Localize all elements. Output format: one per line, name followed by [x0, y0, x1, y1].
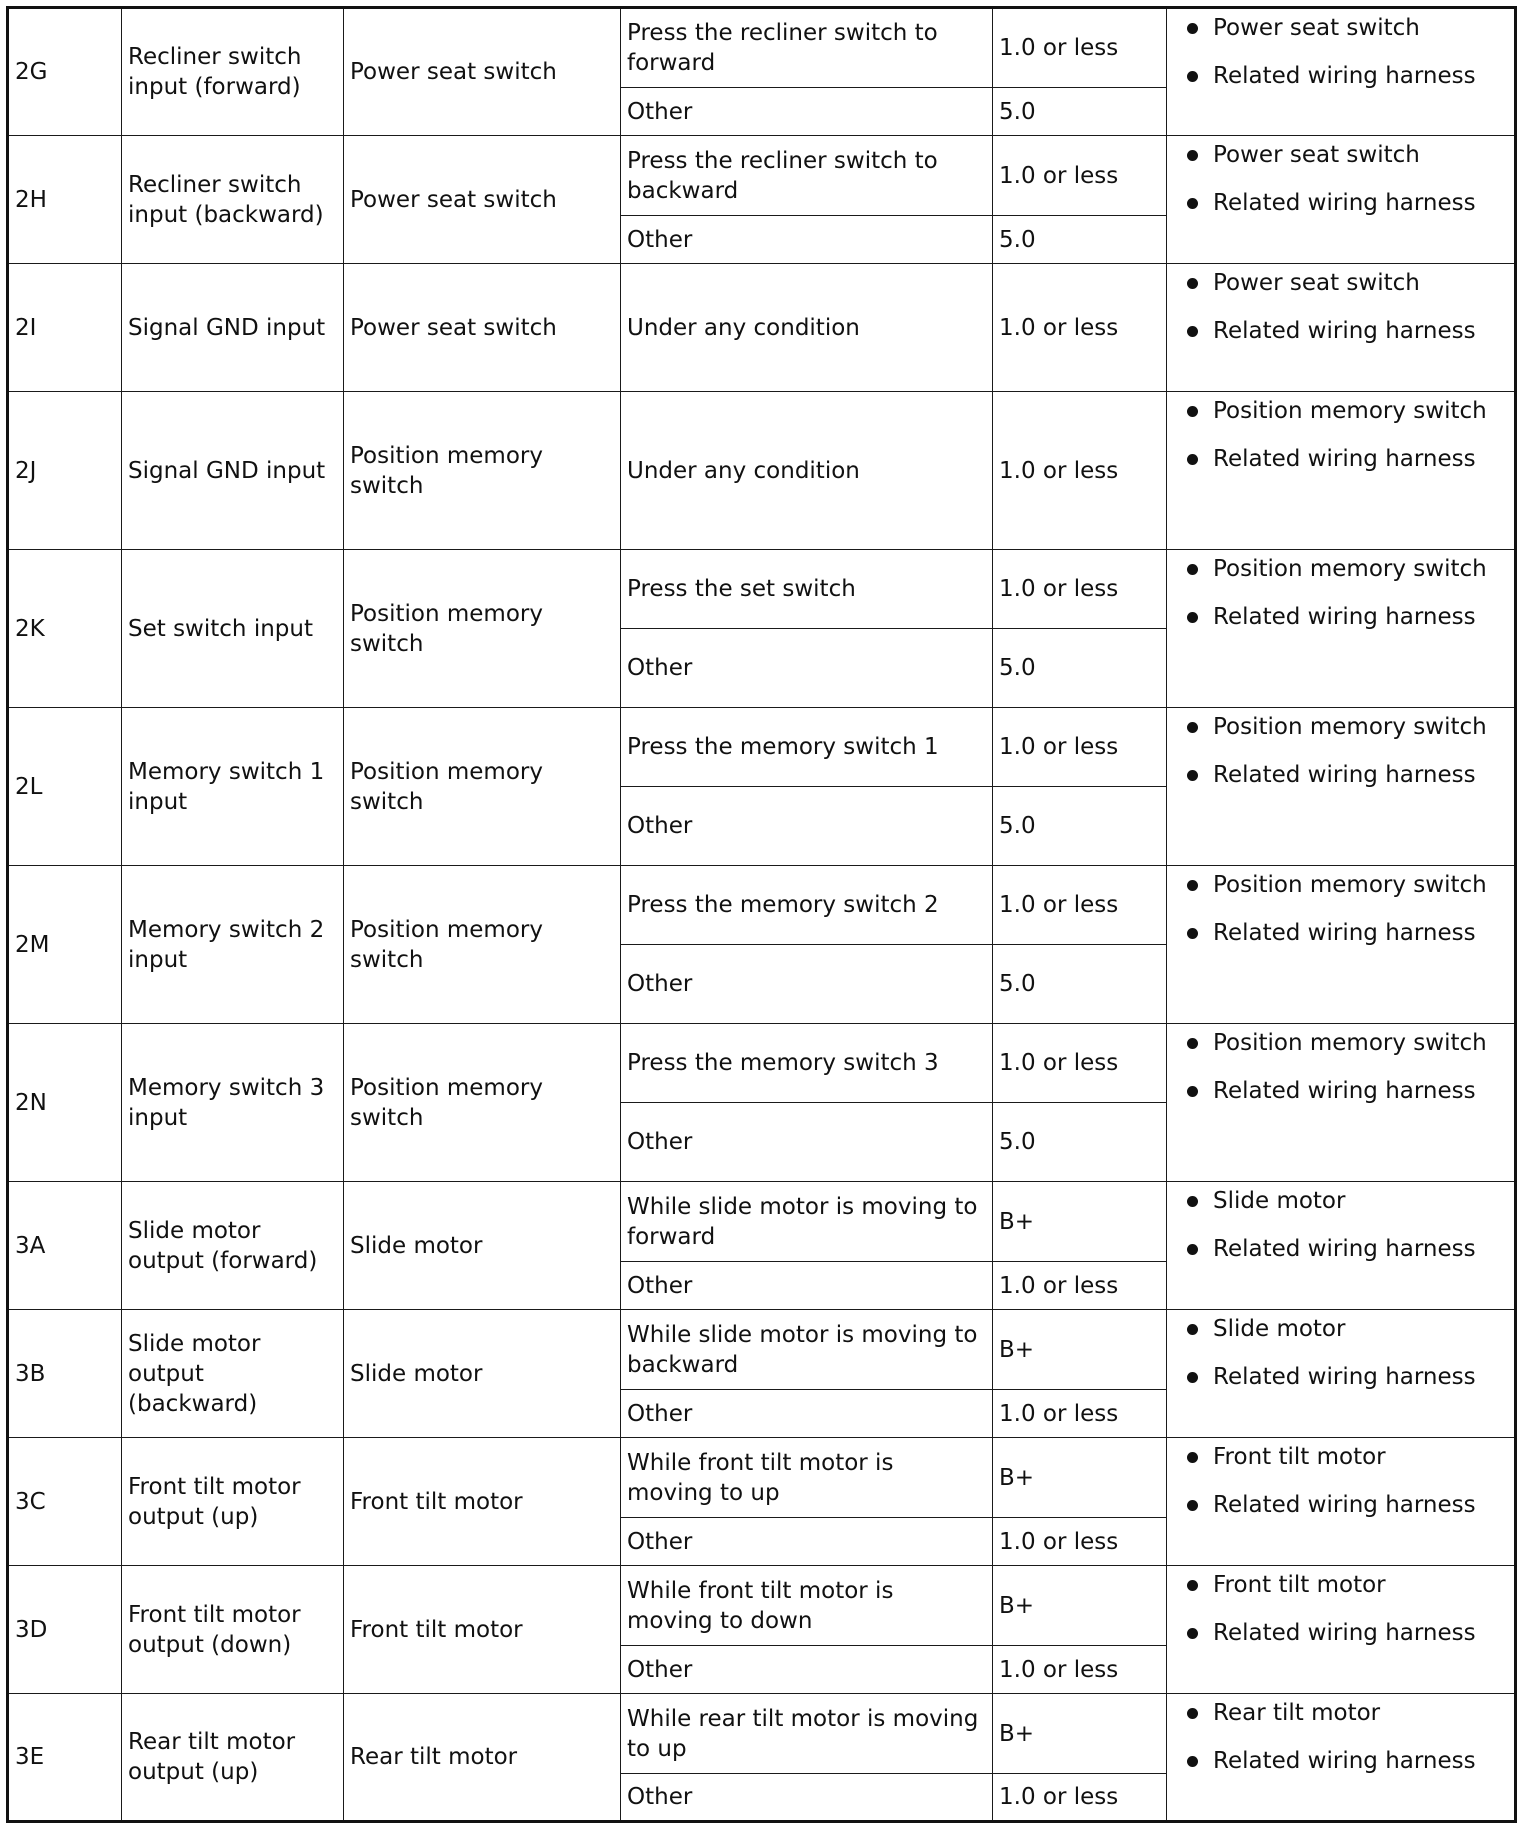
terminal-cell: 2H [8, 136, 122, 264]
value-cell: B+ [993, 1182, 1167, 1262]
check-item [1173, 1362, 1508, 1392]
check-item [1173, 870, 1508, 900]
terminal-cell: 3E [8, 1694, 122, 1822]
connected-to-cell: Position memory switch [344, 708, 621, 866]
bullet-icon [1187, 928, 1198, 939]
terminal-cell: 3C [8, 1438, 122, 1566]
table-row [8, 8, 1516, 88]
value-cell: 5.0 [993, 88, 1167, 136]
bullet-icon [1187, 1244, 1198, 1255]
connected-to-cell: Front tilt motor [344, 1566, 621, 1694]
check-item [1173, 61, 1508, 91]
table-row [8, 1694, 1516, 1774]
check-item [1173, 1028, 1508, 1058]
connected-to-cell: Power seat switch [344, 136, 621, 264]
check-item [1173, 1618, 1508, 1648]
check-item [1173, 918, 1508, 948]
check-item-label: Related wiring harness [1213, 604, 1476, 630]
check-items-cell [1167, 264, 1516, 392]
value-cell: 5.0 [993, 629, 1167, 708]
connected-to-cell: Position memory switch [344, 1024, 621, 1182]
table-row [8, 1438, 1516, 1518]
connected-to-cell: Front tilt motor [344, 1438, 621, 1566]
value-cell: 1.0 or less [993, 708, 1167, 787]
table-row [8, 264, 1516, 392]
value-cell: 1.0 or less [993, 1774, 1167, 1822]
check-item [1173, 268, 1508, 298]
condition-cell: Under any condition [621, 264, 993, 392]
terminal-cell: 3B [8, 1310, 122, 1438]
value-cell: 1.0 or less [993, 392, 1167, 550]
check-item-label: Rear tilt motor [1213, 1700, 1381, 1726]
check-item-label: Front tilt motor [1213, 1572, 1386, 1598]
check-items-cell [1167, 1566, 1516, 1694]
check-item [1173, 1186, 1508, 1216]
check-item [1173, 712, 1508, 742]
bullet-icon [1187, 612, 1198, 623]
bullet-icon [1187, 1196, 1198, 1207]
check-item [1173, 554, 1508, 584]
bullet-icon [1187, 326, 1198, 337]
table-row [8, 1024, 1516, 1103]
table-row [8, 136, 1516, 216]
value-cell: 1.0 or less [993, 264, 1167, 392]
terminal-cell: 2L [8, 708, 122, 866]
signal-name-cell: Memory switch 2 input [122, 866, 344, 1024]
condition-cell: Other [621, 1518, 993, 1566]
value-cell: 1.0 or less [993, 1646, 1167, 1694]
value-cell: 1.0 or less [993, 1518, 1167, 1566]
check-item [1173, 13, 1508, 43]
value-cell: 1.0 or less [993, 866, 1167, 945]
signal-name-cell: Front tilt motor output (up) [122, 1438, 344, 1566]
value-cell: 5.0 [993, 216, 1167, 264]
check-items-cell [1167, 1024, 1516, 1182]
check-item-label: Position memory switch [1213, 556, 1487, 582]
check-item [1173, 396, 1508, 426]
check-items-cell [1167, 392, 1516, 550]
bullet-icon [1187, 1038, 1198, 1049]
check-item-label: Related wiring harness [1213, 920, 1476, 946]
check-items-cell [1167, 866, 1516, 1024]
check-item-label: Related wiring harness [1213, 318, 1476, 344]
bullet-icon [1187, 1324, 1198, 1335]
condition-cell: Press the memory switch 1 [621, 708, 993, 787]
bullet-icon [1187, 198, 1198, 209]
terminal-inspection-table [6, 6, 1517, 1823]
connected-to-cell: Slide motor [344, 1310, 621, 1438]
check-items-cell [1167, 1310, 1516, 1438]
bullet-icon [1187, 880, 1198, 891]
table-row [8, 866, 1516, 945]
condition-cell: Other [621, 1646, 993, 1694]
check-item-label: Related wiring harness [1213, 1236, 1476, 1262]
terminal-cell: 2K [8, 550, 122, 708]
condition-cell: Other [621, 629, 993, 708]
check-item-label: Related wiring harness [1213, 762, 1476, 788]
value-cell: 1.0 or less [993, 1024, 1167, 1103]
check-item [1173, 188, 1508, 218]
check-item [1173, 1490, 1508, 1520]
check-item-label: Slide motor [1213, 1188, 1346, 1214]
value-cell: 1.0 or less [993, 8, 1167, 88]
signal-name-cell: Slide motor output (backward) [122, 1310, 344, 1438]
check-item [1173, 1076, 1508, 1106]
connected-to-cell: Slide motor [344, 1182, 621, 1310]
check-item-label: Related wiring harness [1213, 446, 1476, 472]
bullet-icon [1187, 1372, 1198, 1383]
check-item [1173, 444, 1508, 474]
terminal-cell: 3D [8, 1566, 122, 1694]
check-item-label: Slide motor [1213, 1316, 1346, 1342]
condition-cell: While front tilt motor is moving to up [621, 1438, 993, 1518]
condition-cell: Other [621, 88, 993, 136]
value-cell: 1.0 or less [993, 1390, 1167, 1438]
signal-name-cell: Front tilt motor output (down) [122, 1566, 344, 1694]
signal-name-cell: Rear tilt motor output (up) [122, 1694, 344, 1822]
value-cell: 5.0 [993, 1103, 1167, 1182]
signal-name-cell: Set switch input [122, 550, 344, 708]
check-item [1173, 1442, 1508, 1472]
bullet-icon [1187, 1708, 1198, 1719]
table-row [8, 1182, 1516, 1262]
condition-cell: Press the memory switch 3 [621, 1024, 993, 1103]
condition-cell: Press the memory switch 2 [621, 866, 993, 945]
connected-to-cell: Rear tilt motor [344, 1694, 621, 1822]
check-items-cell [1167, 708, 1516, 866]
signal-name-cell: Signal GND input [122, 264, 344, 392]
value-cell: B+ [993, 1566, 1167, 1646]
terminal-cell: 2J [8, 392, 122, 550]
terminal-cell: 2I [8, 264, 122, 392]
condition-cell: While rear tilt motor is moving to up [621, 1694, 993, 1774]
condition-cell: While front tilt motor is moving to down [621, 1566, 993, 1646]
bullet-icon [1187, 1580, 1198, 1591]
check-item [1173, 1570, 1508, 1600]
check-item-label: Power seat switch [1213, 142, 1420, 168]
condition-cell: Other [621, 1774, 993, 1822]
check-item [1173, 1314, 1508, 1344]
bullet-icon [1187, 278, 1198, 289]
check-item-label: Related wiring harness [1213, 1748, 1476, 1774]
check-item-label: Related wiring harness [1213, 1078, 1476, 1104]
check-item-label: Position memory switch [1213, 398, 1487, 424]
check-item-label: Related wiring harness [1213, 190, 1476, 216]
condition-cell: Press the recliner switch to backward [621, 136, 993, 216]
bullet-icon [1187, 1500, 1198, 1511]
check-item [1173, 1746, 1508, 1776]
bullet-icon [1187, 23, 1198, 34]
value-cell: 1.0 or less [993, 1262, 1167, 1310]
signal-name-cell: Recliner switch input (backward) [122, 136, 344, 264]
check-item-label: Position memory switch [1213, 872, 1487, 898]
connected-to-cell: Position memory switch [344, 392, 621, 550]
check-items-cell [1167, 1182, 1516, 1310]
value-cell: B+ [993, 1438, 1167, 1518]
check-item-label: Position memory switch [1213, 1030, 1487, 1056]
signal-name-cell: Recliner switch input (forward) [122, 8, 344, 136]
check-items-cell [1167, 1438, 1516, 1566]
condition-cell: Other [621, 945, 993, 1024]
check-item [1173, 602, 1508, 632]
value-cell: 1.0 or less [993, 550, 1167, 629]
terminal-cell: 3A [8, 1182, 122, 1310]
table-row [8, 550, 1516, 629]
value-cell: 5.0 [993, 787, 1167, 866]
terminal-cell: 2G [8, 8, 122, 136]
bullet-icon [1187, 71, 1198, 82]
terminal-table-sheet [6, 6, 1514, 1812]
check-item-label: Position memory switch [1213, 714, 1487, 740]
condition-cell: Other [621, 1262, 993, 1310]
check-items-cell [1167, 8, 1516, 136]
check-item [1173, 1698, 1508, 1728]
condition-cell: Under any condition [621, 392, 993, 550]
bullet-icon [1187, 1628, 1198, 1639]
value-cell: 5.0 [993, 945, 1167, 1024]
bullet-icon [1187, 406, 1198, 417]
check-item-label: Related wiring harness [1213, 63, 1476, 89]
connected-to-cell: Position memory switch [344, 866, 621, 1024]
connected-to-cell: Position memory switch [344, 550, 621, 708]
check-item [1173, 316, 1508, 346]
check-items-cell [1167, 136, 1516, 264]
bullet-icon [1187, 454, 1198, 465]
check-item-label: Related wiring harness [1213, 1492, 1476, 1518]
signal-name-cell: Slide motor output (forward) [122, 1182, 344, 1310]
condition-cell: Other [621, 787, 993, 866]
condition-cell: Press the recliner switch to forward [621, 8, 993, 88]
check-item-label: Related wiring harness [1213, 1364, 1476, 1390]
check-item-label: Front tilt motor [1213, 1444, 1386, 1470]
bullet-icon [1187, 564, 1198, 575]
bullet-icon [1187, 1086, 1198, 1097]
bullet-icon [1187, 722, 1198, 733]
condition-cell: Press the set switch [621, 550, 993, 629]
bullet-icon [1187, 770, 1198, 781]
condition-cell: While slide motor is moving to forward [621, 1182, 993, 1262]
bullet-icon [1187, 1452, 1198, 1463]
signal-name-cell: Signal GND input [122, 392, 344, 550]
condition-cell: While slide motor is moving to backward [621, 1310, 993, 1390]
check-item-label: Related wiring harness [1213, 1620, 1476, 1646]
condition-cell: Other [621, 1103, 993, 1182]
table-row [8, 392, 1516, 550]
table-row [8, 1566, 1516, 1646]
table-row [8, 708, 1516, 787]
value-cell: B+ [993, 1694, 1167, 1774]
value-cell: 1.0 or less [993, 136, 1167, 216]
check-item [1173, 1234, 1508, 1264]
bullet-icon [1187, 1756, 1198, 1767]
check-item [1173, 760, 1508, 790]
check-item [1173, 140, 1508, 170]
bullet-icon [1187, 150, 1198, 161]
connected-to-cell: Power seat switch [344, 264, 621, 392]
condition-cell: Other [621, 1390, 993, 1438]
terminal-cell: 2N [8, 1024, 122, 1182]
connected-to-cell: Power seat switch [344, 8, 621, 136]
check-item-label: Power seat switch [1213, 270, 1420, 296]
signal-name-cell: Memory switch 1 input [122, 708, 344, 866]
signal-name-cell: Memory switch 3 input [122, 1024, 344, 1182]
value-cell: B+ [993, 1310, 1167, 1390]
check-items-cell [1167, 550, 1516, 708]
check-item-label: Power seat switch [1213, 15, 1420, 41]
condition-cell: Other [621, 216, 993, 264]
check-items-cell [1167, 1694, 1516, 1822]
table-row [8, 1310, 1516, 1390]
terminal-cell: 2M [8, 866, 122, 1024]
